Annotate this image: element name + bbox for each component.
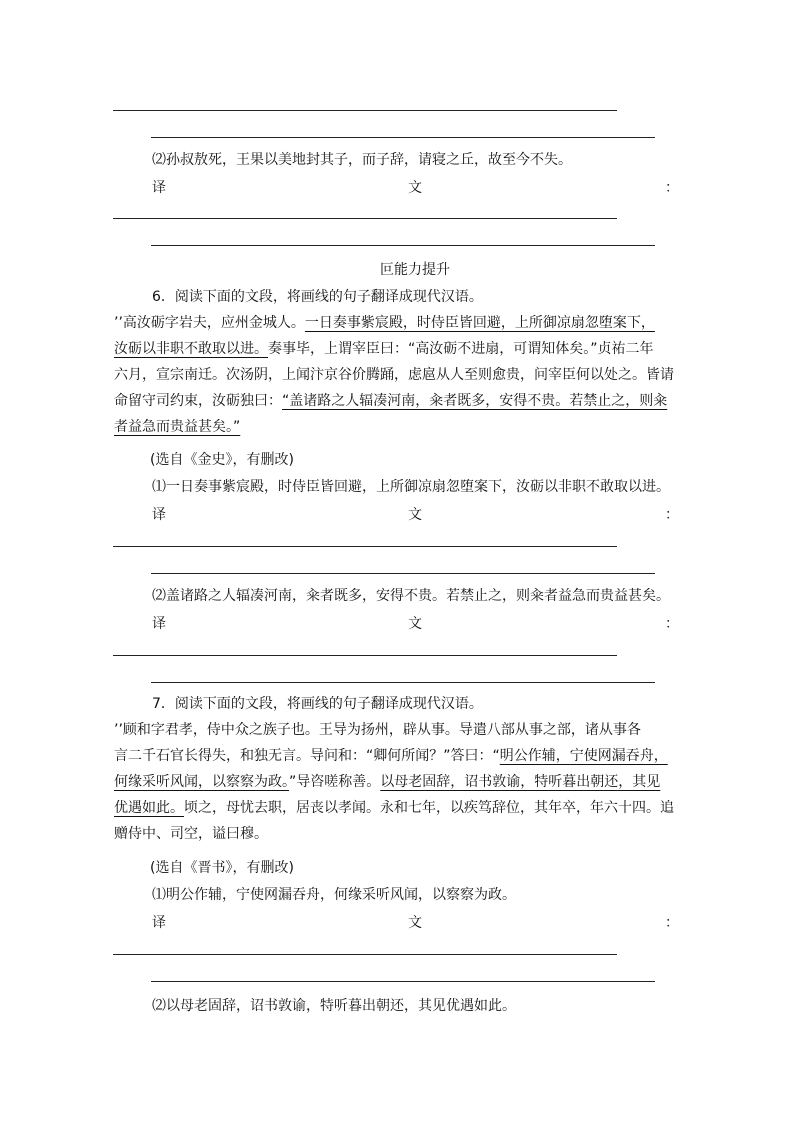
q6-line-4: 命留守司约束，汝砺独曰：“盖诸路之人辐凑河南，籴者既多，安得不贵。若禁止之，则籴 (114, 393, 668, 409)
answer-line (151, 245, 655, 246)
answer-line (151, 137, 655, 138)
q7-item-1: ⑴明公作辅，宁使网漏吞舟，何缘采听风闻，以察察为政。 (152, 887, 516, 903)
q7-item-2: ⑵以母老固辞，诏书敦谕，特听暮出朝还，其见优遇如此。 (152, 998, 516, 1014)
q6-line-3: 六月，宣宗南迁。次汤阴，上闻汴京谷价腾踊，虑扈从人至则愈贵，问宰臣何以处之。皆请 (114, 367, 674, 383)
q6-passage (114, 310, 690, 440)
section-title: 叵能力提升 (380, 262, 450, 278)
translate-label-colon: ： (665, 915, 679, 931)
q6-line-1: ’’高汝砺字岩夫，应州金城人。一日奏事紫宸殿，时侍臣皆回避，上所御凉扇忽堕案下， (114, 315, 655, 331)
answer-line (151, 573, 655, 574)
underlined-text: “盖诸路之人辐凑河南，籴者既多，安得不贵。若禁止之，则籴 (282, 393, 668, 409)
answer-line (151, 981, 655, 982)
translate-label-yi: 译 (152, 180, 166, 196)
answer-line (113, 655, 617, 656)
translate-label-wen: 文 (408, 180, 422, 196)
translate-label-colon: ： (665, 616, 679, 632)
q6-line-2: 汝砺以非职不敢取以进。奏事毕，上谓宰臣曰：“高汝砺不进扇，可谓知体矣。”贞祐二年 (114, 341, 654, 357)
q6-prompt: 6．阅读下面的文段，将画线的句子翻译成现代汉语。 (152, 289, 483, 305)
q7-source: (选自《晋书》，有删改) (150, 860, 294, 876)
q7-line-3: 何缘采听风闻，以察察为政。”导咨嗟称善。以母老固辞，诏书敦谕，特听暮出朝还，其见 (114, 774, 661, 790)
translate-label-wen: 文 (408, 616, 422, 632)
underlined-text: 何缘采听风闻，以察察为政。 (114, 774, 289, 790)
q7-prompt: 7．阅读下面的文段，将画线的句子翻译成现代汉语。 (152, 696, 483, 712)
q7-line-5: 赠侍中、司空，谥曰穆。 (114, 826, 268, 842)
q6-line-5 (114, 414, 690, 440)
q6-source: (选自《金史》，有删改) (150, 452, 294, 468)
q6-item-1: ⑴一日奏事紫宸殿，时侍臣皆回避，上所御凉扇忽堕案下，汝砺以非职不敢取以进。 (152, 479, 670, 495)
q6-item-2: ⑵盖诸路之人辐凑河南，籴者既多，安得不贵。若禁止之，则籴者益急而贵益甚矣。 (152, 588, 670, 604)
q7-line-2: 言二千石官长得失，和独无言。导问和：“卿何所闻？”答曰：“明公作辅，宁使网漏吞舟， (114, 748, 668, 764)
underlined-text: 明公作辅，宁使网漏吞舟， (499, 748, 668, 764)
q7-line-1: ’’顾和字君孝，侍中众之族子也。王导为扬州，辟从事。导遣八部从事之部，诸从事各 (114, 722, 641, 738)
translate-label-yi: 译 (152, 616, 166, 632)
translate-label-colon: ： (665, 180, 679, 196)
q7-passage (114, 717, 690, 847)
answer-line (113, 954, 617, 955)
translate-label-wen: 文 (408, 507, 422, 523)
underlined-text: 一日奏事紫宸殿，时侍臣皆回避，上所御凉扇忽堕案下， (304, 315, 655, 331)
underlined-text: 优遇如此。 (114, 800, 184, 816)
answer-line (113, 546, 617, 547)
translate-label-yi: 译 (152, 507, 166, 523)
answer-line (113, 218, 617, 219)
translate-label-yi: 译 (152, 915, 166, 931)
underlined-text: 汝砺以非职不敢取以进。 (114, 341, 268, 357)
underlined-text: 者益急而贵益甚矣。” (114, 419, 241, 435)
translate-label-wen: 文 (408, 915, 422, 931)
answer-line (151, 682, 655, 683)
translate-label-colon: ： (665, 507, 679, 523)
q5-item-2: ⑵孙叔敖死，王果以美地封其子，而子辞，请寝之丘，故至今不失。 (152, 152, 572, 168)
q7-line-4: 优遇如此。顷之，母忧去职，居丧以孝闻。永和七年，以疾笃辞位，其年卒，年六十四。追 (114, 800, 674, 816)
underlined-text: 以母老固辞，诏书敦谕，特听暮出朝还，其见 (380, 774, 661, 790)
answer-line (113, 110, 617, 111)
